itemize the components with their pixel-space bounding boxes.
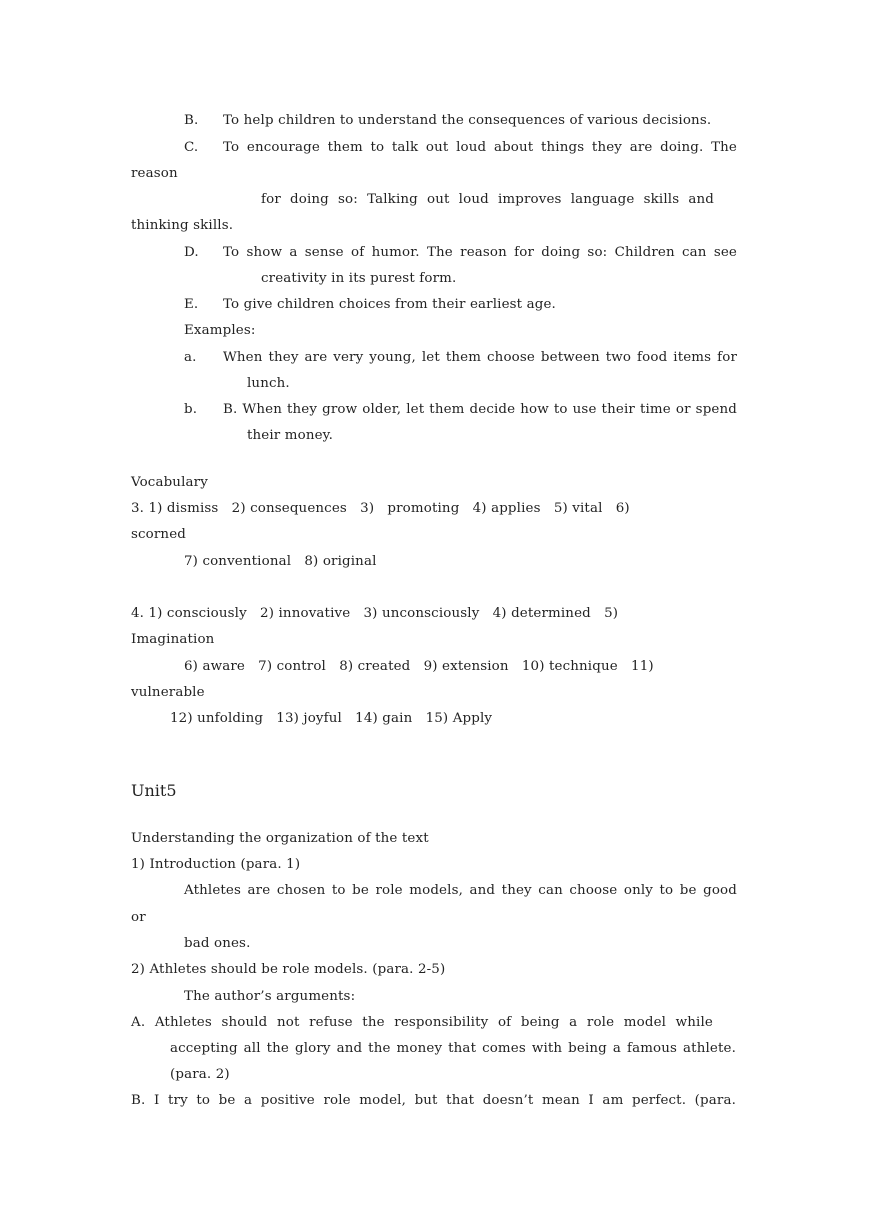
item1-title: 1) Introduction (para. 1) (131, 857, 301, 872)
vocab-ex3-line3: 7) conventional 8) original (184, 554, 377, 569)
vocab-ex4-line4: vulnerable (131, 685, 205, 700)
item-text-e: To give children choices from their earliest age. (223, 297, 556, 312)
item-letter-c: C. (184, 140, 199, 155)
item-text-c: To encourage them to talk out loud about things they are doing. The (223, 140, 737, 155)
vocab-ex4-line3: 6) aware 7) control 8) created 9) extension 10) technique 11) (184, 659, 654, 674)
item1-text-cont2: bad ones. (184, 936, 251, 951)
item-text-d-cont1: creativity in its purest form. (261, 271, 457, 286)
item-text-d: To show a sense of humor. The reason for doing so: Children can see (223, 245, 737, 260)
vocab-ex3-line2: scorned (131, 527, 187, 542)
unit5-heading: Unit5 (131, 781, 177, 800)
item-text-b: To help children to understand the consequences of various decisions. (223, 113, 712, 128)
vocab-ex4-line1: 4. 1) consciously 2) innovative 3) unconsciously 4) determined 5) (131, 606, 619, 621)
item-letter-e: E. (184, 297, 199, 312)
item-letter-b: B. (184, 113, 199, 128)
item2-title: 2) Athletes should be role models. (para. 2-5) (131, 962, 446, 977)
example-text-a: When they are very young, let them choose between two food items for (223, 350, 737, 365)
item2-subtitle: The author’s arguments: (184, 989, 356, 1004)
argument-a-line1: A. Athletes should not refuse the responsibility of being a role model while (131, 1015, 713, 1030)
vocabulary-title: Vocabulary (131, 475, 208, 490)
item1-text-cont1: or (131, 910, 146, 925)
example-letter-b: b. (184, 402, 198, 417)
example-text-b-cont1: their money. (247, 428, 334, 443)
vocab-ex4-line5: 12) unfolding 13) joyful 14) gain 15) Apply (170, 711, 493, 726)
vocab-ex4-line2: Imagination (131, 632, 215, 647)
organization-title: Understanding the organization of the text (131, 831, 429, 846)
argument-a-line3: (para. 2) (170, 1067, 230, 1082)
example-text-a-cont1: lunch. (247, 376, 290, 391)
argument-b-line1: B. I try to be a positive role model, but that doesn’t mean I am perfect. (para. (131, 1093, 736, 1108)
examples-label: Examples: (184, 323, 256, 338)
vocab-ex3-line1: 3. 1) dismiss 2) consequences 3) promoting 4) applies 5) vital 6) (131, 501, 630, 516)
example-letter-a: a. (184, 350, 197, 365)
item-text-c-cont2: for doing so: Talking out loud improves language skills and (261, 192, 714, 207)
example-text-b: B. When they grow older, let them decide how to use their time or spend (223, 402, 737, 417)
item-text-c-cont3: thinking skills. (131, 218, 234, 233)
item-letter-d: D. (184, 245, 199, 260)
item-text-c-cont1: reason (131, 166, 178, 181)
argument-a-line2: accepting all the glory and the money that comes with being a famous athlete. (170, 1041, 736, 1056)
item1-text: Athletes are chosen to be role models, and they can choose only to be good (184, 883, 737, 898)
